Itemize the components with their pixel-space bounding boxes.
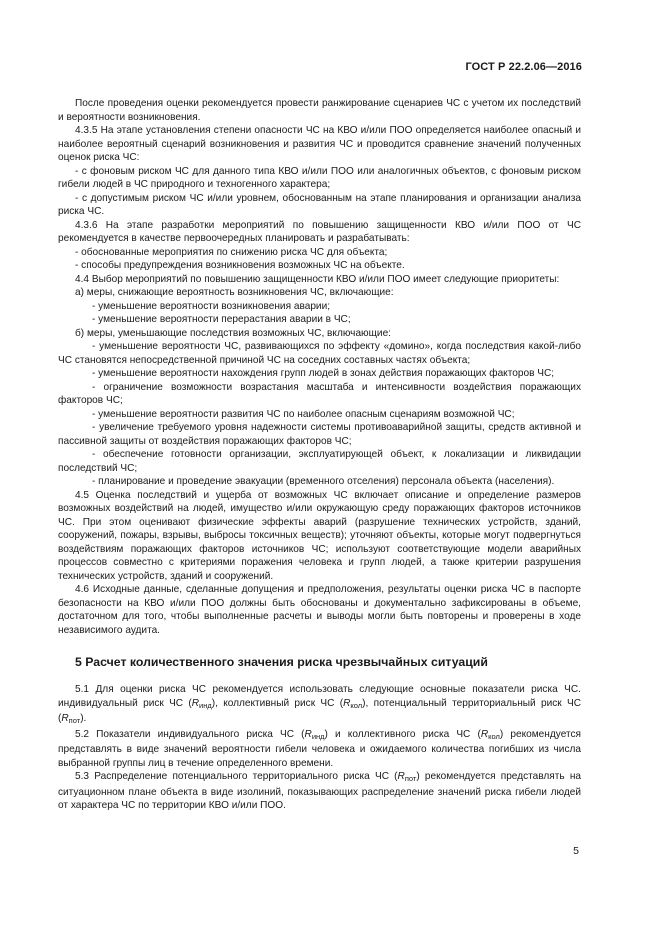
symbol: R <box>191 697 200 709</box>
paragraph-5-1 <box>58 683 581 728</box>
list-item-a: а) меры, снижающие вероятность возникновения ЧС, включающие: <box>75 287 394 298</box>
subscript: пот <box>68 716 81 725</box>
text-run: ) рекомендуется представлять в виде значений вероятности гибели человека и ожидаемого количества погибших из числа выбранной группы лиц в течение определенного времени. <box>58 728 581 769</box>
text-run: ). <box>80 713 87 724</box>
symbol: R <box>397 771 405 782</box>
text-run: ), коллективный риск ЧС ( <box>211 697 344 709</box>
subscript: инд <box>311 731 325 741</box>
paragraph-5-3 <box>58 770 581 813</box>
list-item-b: б) меры, уменьшающие последствия возможных ЧС, включающие: <box>75 327 391 339</box>
list-item: - уменьшение вероятности возникновения аварии; <box>92 300 331 312</box>
paragraph: После проведения оценки рекомендуется провести ранжирование сценариев ЧС с учетом их последствий и вероятности возникновения. <box>58 98 581 123</box>
symbol: R <box>61 713 69 724</box>
list-item: - способы предупреждения возникновения возможных ЧС на объекте. <box>75 260 405 271</box>
list-item: - с фоновым риском ЧС для данного типа КВО и/или ПОО или аналогичных объектов, с фоновым риском гибели людей в ЧС природного и техногенного характера; <box>58 165 581 190</box>
section-heading: 5 Расчет количественного значения риска чрезвычайных ситуаций <box>75 655 488 669</box>
list-item: - обоснованные мероприятия по снижению риска ЧС для объекта; <box>75 246 388 258</box>
text-run: 5.1 Для оценки риска ЧС рекомендуется использовать следующие основные показатели риска ЧС. индивидуальный риск ЧС ( <box>58 684 581 709</box>
subscript: кол <box>488 731 500 741</box>
paragraph-4-5: 4.5 Оценка последствий и ущерба от возможных ЧС включает описание и определение размеров возможных воздействий на людей, имущество и/или окружающую среду поражающих факторов источников ЧС. При этом оценивают физические эффекты аварий (разрушение технических устройств, зданий, сооружений, пожары, взрывы, выбросы токсичных веществ); уточняют объекты, которые могут подвергнуться воздействиям поражающих факторов источников ЧС; используют соответствующие модели аварийных процессов совместно с критериями поражения человека и групп людей, а также критерии разрушения технических устройств, зданий и сооружений. <box>58 489 581 582</box>
symbol: R <box>304 728 312 740</box>
list-item: - уменьшение вероятности перерастания аварии в ЧС; <box>92 314 351 325</box>
text-run: 5.3 Распределение потенциального территориального риска ЧС ( <box>75 771 398 782</box>
document-header: ГОСТ Р 22.2.06—2016 <box>465 61 582 73</box>
list-item: - ограничение возможности возрастания масштаба и интенсивности воздействия поражающих факторов ЧС; <box>58 381 581 406</box>
paragraph-5-2 <box>58 728 581 771</box>
text-run: ) рекомендуется представлять на ситуационном плане объекта в виде изолиний, показывающих распределение значений риска гибели людей от характера ЧС по территории КВО и/или ПОО. <box>58 771 582 811</box>
subscript: кол <box>350 700 363 710</box>
list-item: - уменьшение вероятности нахождения групп людей в зонах действия поражающих факторов ЧС; <box>92 368 555 379</box>
symbol: R <box>480 728 489 740</box>
list-item: - увеличение требуемого уровня надежности системы противоаварийной защиты, средств активной и пассивной защиты от воздействия поражающих факторов ЧС; <box>58 422 581 447</box>
text-run: ), потенциальный территориальный риск ЧС ( <box>58 697 581 724</box>
text-run: ) и коллективного риска ЧС ( <box>324 728 481 740</box>
text-run: 5.2 Показатели индивидуального риска ЧС ( <box>75 728 305 740</box>
page-number: 5 <box>573 845 579 857</box>
paragraph-4-3-6: 4.3.6 На этапе разработки мероприятий по повышению защищенности КВО и/или ПОО от ЧС рекомендуется в качестве первоочередных планировать и разрабатывать: <box>58 219 581 244</box>
subscript: инд <box>199 700 212 710</box>
subscript: пот <box>404 774 417 783</box>
list-item: - уменьшение вероятности развития ЧС по наиболее опасным сценариям возможной ЧС; <box>92 408 515 420</box>
symbol: R <box>343 697 351 709</box>
list-item: - обеспечение готовности организации, эксплуатирующей объект, к локализации и ликвидации последствий ЧС; <box>58 449 581 474</box>
list-item: - уменьшение вероятности ЧС, развивающихся по эффекту «домино», когда последствия какой-либо ЧС становятся непосредственной причиной ЧС на соседних составных частях объекта; <box>58 341 581 366</box>
paragraph-4-6: 4.6 Исходные данные, сделанные допущения и предположения, результаты оценки риска ЧС в паспорте безопасности на КВО и/или ПОО должны быть обоснованы и документально зафиксированы в объеме, достаточном для того, чтобы выполненные расчеты и выводы могли быть повторены и проверены в ходе независимого аудита. <box>58 584 581 636</box>
list-item: - планирование и проведение эвакуации (временного отселения) персонала объекта (населения). <box>92 476 555 487</box>
document-body <box>58 97 581 813</box>
paragraph-4-3-5: 4.3.5 На этапе установления степени опасности ЧС на КВО и/или ПОО определяется наиболее опасный и наиболее вероятный сценарий возникновения и развития ЧС и проводится сравнение значений полученных оценок риска ЧС: <box>58 125 581 163</box>
list-item: - с допустимым риском ЧС и/или уровнем, обоснованным на этапе планирования и организации анализа риска ЧС. <box>58 192 581 217</box>
paragraph-4-4: 4.4 Выбор мероприятий по повышению защищенности КВО и/или ПОО имеет следующие приоритеты: <box>75 273 560 285</box>
